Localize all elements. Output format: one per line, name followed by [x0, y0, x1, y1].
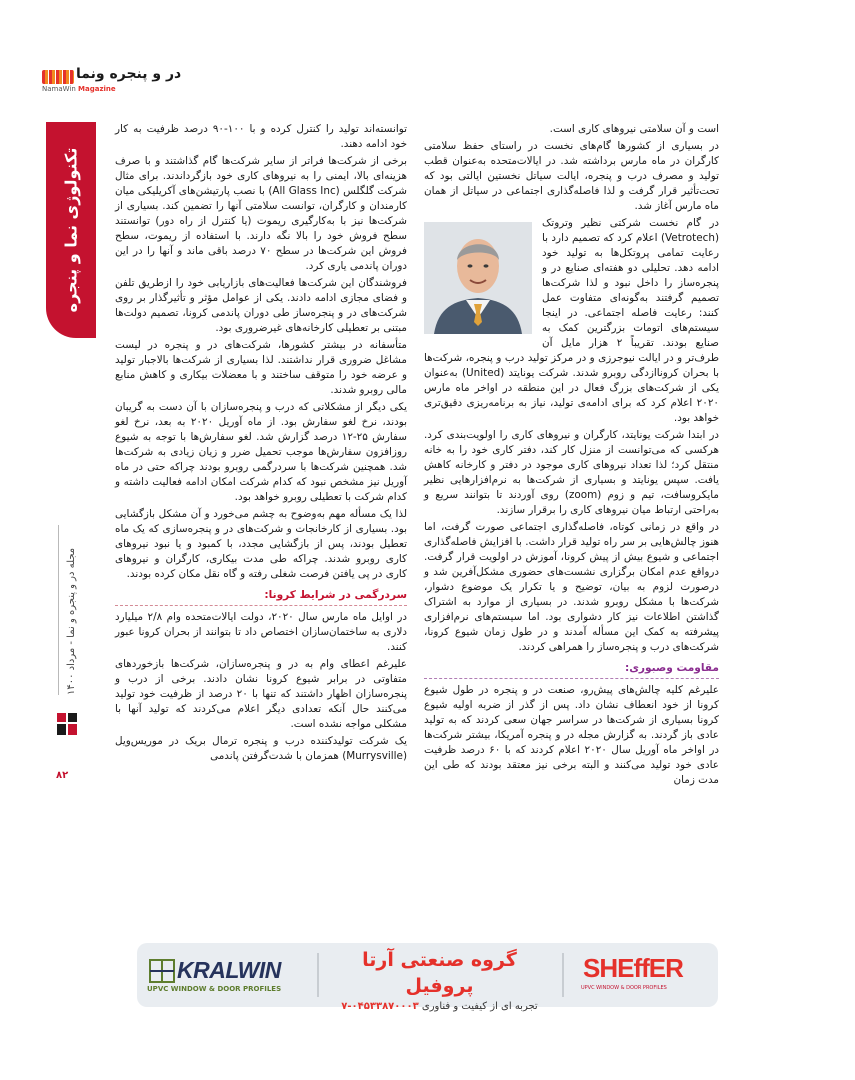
paragraph: توانسته‌اند تولید را کنترل کرده و با ۱۰۰-۹۰ درصد ظرفیت به کار خود ادامه دهند. [115, 123, 407, 150]
ad-divider [562, 953, 564, 997]
section-tab-label: تکنولوژی نما و پنجره [61, 147, 81, 313]
window-frame-icon [149, 959, 175, 983]
sheffer-logo [577, 953, 689, 997]
paragraph: فروشندگان این شرکت‌ها فعالیت‌های بازاریابی خود را ازطریق تلفن و فضای مجازی ادامه دادند. یکی از عوامل مؤثر و تأثیرگذار بر روی شرکت‌های در و پنجره‌ساز طی دوران پاندمی کرونا، تصمیم دولت‌ها مبتنی بر تعطیلی کارخانه‌های غیرضروری بود. [115, 277, 407, 334]
magazine-logo [42, 66, 182, 96]
paragraph: برخی از شرکت‌ها فراتر از سایر شرکت‌ها گام گذاشتند و با صرف هزینه‌ای بالا، ایمنی را به نیروهای کاری خود بازگرداندند. برای مثال شرکت گلگلس (All Glass Inc) با نصب پارتیشن‌های آکریلیکی میان کارمندان و کارگران، توانست سلامتی آنها را تضمین کند. بسیاری از شرکت‌ها نیز با به‌کارگیری ریموت (یا کنترل از راه دور) توانستند سطح فروش خود را بالا نگه دارند. با استفاده از ریموت، سطح فروش این شرکت‌ها در سطح ۷۰ درصد باقی ماند و آنها را در این دوران پاندمی یاری کرد. [115, 155, 408, 272]
section-tab [46, 122, 96, 338]
arta-subline [327, 1001, 552, 1012]
sheffer-brand: SHEffER [583, 953, 683, 983]
paragraph: در واقع در زمانی کوتاه، فاصله‌گذاری اجتماعی صورت گرفت، اما هنوز چالش‌هایی بر سر راه تولید قرار داشت. با افزایش فاصله‌گذاری اجتماعی و شیوع بیش از پیش کرونا، آموزش در اولویت قرار گرفت. درواقع عدم امکان برگزاری نشست‌های حضوری مشکل‌آفرین شد و درصورت لزوم به بیان، توضیح و یا تکرار یک موضوع دشوار، شرکت‌ها با مشکل روبرو شدند. در بسیاری از موارد به اشتراک گذاشتن اطلاعات نیز کار دشواری بود. اما سیستم‌های نرم‌افزاری پیشرفته به کمک این مسأله آمدند و در طول زمان شیوع کرونا، شرکت‌های درب و پنجره‌ساز را همراهی کردند. [424, 521, 719, 653]
heading-divider [115, 605, 407, 606]
section-heading-confusion: سردرگمی در شرایط کرونا: [264, 589, 407, 601]
paragraph: متأسفانه در بیشتر کشورها، شرکت‌های در و پنجره در لیست مشاغل ضروری قرار نداشتند. لذا بسیاری از شرکت‌ها بالاجبار تولید و عرضه خود را متوقف ساختند و با معضلات بیکاری و کاهش منابع مالی روبرو شدند. [115, 339, 407, 396]
paragraph: است و آن سلامتی نیروهای کاری است. [549, 123, 719, 135]
arta-profile-block [327, 947, 552, 1012]
page-number: ۸۲ [56, 770, 69, 781]
person-photo [424, 222, 532, 334]
arta-phone: ۰۴۵۳۳۸۷۰۰۰۳-۷ [341, 1001, 419, 1012]
window-logo-icon [56, 712, 78, 736]
paragraph: در اوایل ماه مارس سال ۲۰۲۰، دولت ایالات‌متحده وام ۲/۸ میلیارد دلاری به ساختمان‌سازان اختصاص داد تا بتوانند از بحران کرونا عبور کنند. [115, 611, 407, 653]
paragraph: علیرغم کلیه چالش‌های پیش‌رو، صنعت در و پنجره در طول شیوع کرونا از خود انعطاف نشان داد. پس از گذر از ضربه اولیه شیوع کرونا بسیاری از شرکت‌ها در سراسر جهان سعی کردند که به تولید عادی باز گردند. به گزارش مجله در و پنجره آمریکا، بیشتر شرکت‌ها در اواخر ماه آوریل سال ۲۰۲۰ اعلام کردند که با ۶۰ درصد ظرفیت عادی خود تولید می‌کنند و البته برخی نیز معتقد بودند که طی این مدت زمان [424, 684, 719, 786]
paragraph: علیرغم اعطای وام به در و پنجره‌سازان، شرکت‌ها بازخوردهای متفاوتی در برابر شیوع کرونا نشان دادند. برخی از درب و پنجره‌سازان اظهار داشتند که تنها با ۲۰ درصد از ظرفیت خود تولید می‌کنند حال آنکه تعدادی دیگر اعلام می‌کردند که تولید آنها با مشکلی مواجه نشده است. [115, 658, 407, 730]
paragraph: یک شرکت تولیدکننده درب و پنجره ترمال بریک در موریس‌ویل (Murrysville) همزمان با شدت‌گرفتن پاندمی [115, 735, 407, 762]
logo-stripes-icon [42, 70, 74, 84]
logo-subtitle [42, 85, 116, 93]
ad-divider [317, 953, 319, 997]
sheffer-tagline: UPVC WINDOW & DOOR PROFILES [581, 985, 667, 991]
kralwin-logo [147, 955, 312, 997]
paragraph: در ابتدا شرکت یونایتد، کارگران و نیروهای کاری را اولویت‌بندی کرد. هرکسی که می‌توانست از منزل کار کند، دفتر کاری خود را به خانه منتقل کرد؛ لذا تعداد نیروهای کاری موجود در دفتر و کارخانه کاهش یافت. سپس یونایتد و بسیاری از شرکت‌ها به نرم‌افزارهایی نظیر مایکروسافت، تیم و زوم (zoom) روی آوردند تا بتوانند سریع و به‌راحتی ارتباط میان نیروهای کاری را برقرار سازند. [424, 429, 719, 516]
paragraph: یکی دیگر از مشکلاتی که درب و پنجره‌سازان با آن دست به گریبان بودند، نرخ لغو سفارش بود. از ماه آوریل ۲۰۲۰ به بعد، نرخ لغو سفارش ۲۵-۱۲ درصد گزارش شد. لغو سفارش‌ها با توجه به شیوع روزافزون سفارش‌ها موجب تحمیل ضرر و زیان زیادی به شرکت‌ها شد. همچنین شرکت‌ها با سردرگمی روبرو بودند چراکه حتی در ماه آوریل نیز مشخص نبود که کدام شرکت امکان ادامه فعالیت داشته و کدام شرکت با تعطیلی روبرو خواهد بود. [115, 401, 407, 503]
article-column-right [424, 122, 719, 790]
paragraph: در بسیاری از کشورها گام‌های نخست در راستای حفظ سلامتی کارگران در ماه مارس برداشته شد. در ایالات‌متحده به‌عنوان قطب تولید و مصرف درب و پنجره، ایالت سیاتل نخستین ایالتی بود که تحت‌تأثیر قرار گرفت و لذا فاصله‌گذاری اجتماعی در سیاتل از همان ماه مارس آغاز شد. [424, 140, 719, 212]
portrait-illustration [424, 222, 532, 334]
article-column-left [115, 122, 407, 766]
magazine-issue-line: مجله در و پنجره و نما - مرداد ۱۴۰۰ [66, 547, 77, 695]
paragraph: لذا یک مسأله مهم به‌وضوح به چشم می‌خورد و آن مشکل بازگشایی بود. بسیاری از کارخانجات و شرکت‌های در و پنجره‌سازی که یک ماه تعطیل بودند، پس از بازگشایی مجدد، با کمبود و یا نبود نیروهای کاری روبرو شدند. چراکه طی مدت بیکاری، کارگران و نیروهای کاری در پی یافتن فرصت شغلی رفته و گاه نقل مکان کرده بودند. [115, 508, 407, 580]
arta-slogan: تجربه ای از کیفیت و فناوری [421, 1001, 538, 1012]
advertisement-banner[interactable] [137, 943, 718, 1012]
kralwin-tagline: UPVC WINDOW & DOOR PROFILES [147, 985, 282, 993]
section-heading-resilience: مقاومت وصبوری: [624, 662, 719, 674]
margin-divider [58, 525, 59, 695]
logo-sub-name: NamaWin [42, 85, 76, 93]
kralwin-brand: KRALWIN [177, 957, 281, 983]
paragraph: در گام نخست شرکتی نظیر وتروتک (Vetrotech) اعلام کرد که تصمیم دارد با رعایت تمامی پروتکل‌ها به تولید خود ادامه دهد. تحلیلی دو هفته‌ای صنایع در و پنجره‌ساز را داخل نبود و لذا شرکت‌ها تصمیم گرفتند به‌گونه‌ای متفاوت عمل کنند: رعایت فاصله اجتماعی. در اینجا سیستم‌های اتومات بزرگترین کمک به صنایع بودند. تقریباً ۲ هزار مایل آن طرف‌تر و در ایالت نیوجرزی و در مرکز تولید درب و پنجره، شرکت‌ها با بحران کروناازدگی روبرو شدند. شرکت یونایتد (United) به‌عنوان یکی از شرکت‌های بزرگ فعال در این منطقه در اواخر ماه مارس ۲۰۲۰ اعلام کرد که برای ادامه‌ی تولید، نیاز به برنامه‌ریزی دقیق‌تری خواهد بود. [424, 217, 719, 424]
logo-sub-accent: Magazine [78, 85, 116, 93]
heading-divider [424, 678, 719, 679]
logo-title: در و پنجره ونما [76, 66, 182, 82]
arta-title: گروه صنعتی آرتا پروفیل [362, 949, 517, 997]
